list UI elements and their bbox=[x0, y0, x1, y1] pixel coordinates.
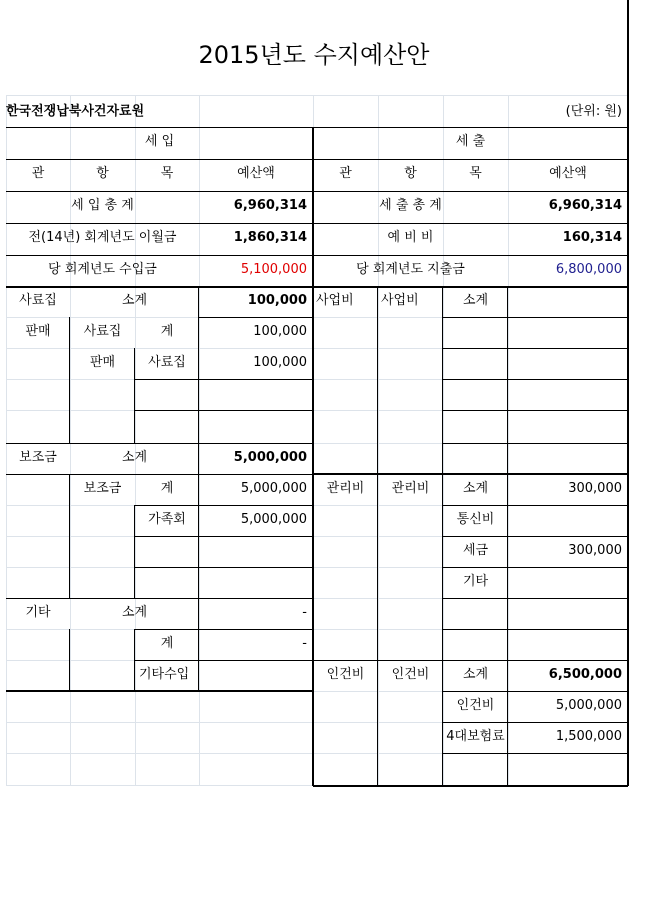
expense-header: 세 출 bbox=[455, 134, 486, 149]
reserve-label: 예 비 비 bbox=[387, 230, 434, 245]
unit-label: (단위: 원) bbox=[565, 104, 622, 119]
border-h bbox=[6, 690, 313, 692]
expense-labor-subtotal: 6,500,000 bbox=[548, 667, 622, 682]
expense-mgmt-comm: 통신비 bbox=[456, 512, 495, 527]
income-bojo-mok-amount: 5,000,000 bbox=[240, 512, 307, 527]
income-etc-mok: 기타수입 bbox=[139, 667, 190, 682]
border-h bbox=[443, 598, 628, 599]
reserve-value: 160,314 bbox=[562, 230, 622, 245]
income-total-value: 6,960,314 bbox=[233, 198, 307, 213]
border-v bbox=[377, 286, 378, 786]
border-h bbox=[135, 410, 313, 411]
income-mok-header: 목 bbox=[160, 166, 174, 181]
border-h bbox=[135, 536, 313, 537]
expense-hang-header: 항 bbox=[404, 166, 417, 181]
expense-biz-gwan: 사업비 bbox=[316, 293, 354, 308]
page-title: 2015년도 수지예산안 bbox=[198, 41, 430, 69]
income-total-label: 세 입 총 계 bbox=[71, 198, 134, 213]
expense-mgmt-hang: 관리비 bbox=[391, 481, 430, 496]
expense-amount-header: 예산액 bbox=[549, 166, 587, 181]
income-saryo-gwan: 사료집 bbox=[19, 293, 57, 308]
expense-biz-hang: 사업비 bbox=[381, 293, 419, 308]
income-bojo-gwan: 보조금 bbox=[19, 450, 57, 465]
current-income-value: 5,100,000 bbox=[240, 262, 307, 277]
income-etc-gye-label: 계 bbox=[160, 636, 174, 651]
expense-total-label: 세 출 총 계 bbox=[379, 198, 442, 213]
border-h bbox=[443, 629, 628, 630]
expense-labor-mok-amount: 5,000,000 bbox=[555, 698, 622, 713]
expense-mgmt-subtotal-label: 소계 bbox=[462, 481, 489, 496]
carryover-label: 전(14년) 회계년도 이월금 bbox=[28, 230, 177, 245]
border-h bbox=[443, 348, 628, 349]
expense-mgmt-etc: 기타 bbox=[462, 574, 489, 589]
income-etc-subtotal: - bbox=[302, 605, 307, 620]
income-amount-header: 예산액 bbox=[237, 166, 275, 181]
income-saryo-mok: 사료집 bbox=[148, 355, 186, 370]
expense-mgmt-tax-amount: 300,000 bbox=[568, 543, 622, 558]
expense-mgmt-tax: 세금 bbox=[462, 543, 489, 558]
income-saryo-gye-label: 계 bbox=[160, 324, 174, 339]
border-h bbox=[135, 379, 313, 380]
border-h bbox=[443, 317, 628, 318]
income-bojo-gye: 5,000,000 bbox=[240, 481, 307, 496]
border-h bbox=[313, 785, 628, 787]
income-saryo-subtotal: 100,000 bbox=[247, 293, 307, 308]
income-bojo-gye-label: 계 bbox=[160, 481, 174, 496]
expense-mgmt-subtotal: 300,000 bbox=[568, 481, 622, 496]
border-h bbox=[443, 410, 628, 411]
expense-gwan-header: 관 bbox=[339, 166, 352, 181]
expense-insurance-mok: 4대보험료 bbox=[446, 729, 505, 744]
border-h bbox=[443, 753, 628, 754]
expense-labor-gwan: 인건비 bbox=[326, 667, 365, 682]
expense-biz-subtotal-label: 소계 bbox=[462, 293, 489, 308]
expense-labor-subtotal-label: 소계 bbox=[462, 667, 489, 682]
income-saryo-mok-amount: 100,000 bbox=[253, 355, 307, 370]
income-saryo-hang: 사료집 bbox=[83, 324, 122, 339]
income-bojo-hang: 보조금 bbox=[83, 481, 122, 496]
income-saryo-sales-gwan: 판매 bbox=[25, 324, 51, 339]
carryover-value: 1,860,314 bbox=[233, 230, 307, 245]
sheet-border-right bbox=[627, 0, 629, 786]
income-etc-subtotal-label: 소계 bbox=[121, 605, 148, 620]
income-bojo-mok: 가족회 bbox=[148, 512, 186, 527]
current-expense-label: 당 회계년도 지출금 bbox=[356, 262, 465, 277]
income-saryo-sales-hang: 판매 bbox=[89, 355, 116, 370]
income-gwan-header: 관 bbox=[31, 166, 45, 181]
income-saryo-subtotal-label: 소계 bbox=[121, 293, 148, 308]
expense-labor-mok: 인건비 bbox=[456, 698, 495, 713]
expense-total-value: 6,960,314 bbox=[548, 198, 622, 213]
income-bojo-subtotal: 5,000,000 bbox=[233, 450, 307, 465]
border-h bbox=[135, 567, 313, 568]
income-header: 세 입 bbox=[144, 134, 175, 149]
income-etc-gwan: 기타 bbox=[25, 605, 51, 620]
border-v bbox=[69, 629, 70, 691]
gridline-h bbox=[6, 95, 628, 96]
expense-insurance-amount: 1,500,000 bbox=[555, 729, 622, 744]
current-expense-value: 6,800,000 bbox=[555, 262, 622, 277]
income-saryo-gye: 100,000 bbox=[253, 324, 307, 339]
border-h bbox=[443, 443, 628, 444]
expense-mgmt-gwan: 관리비 bbox=[326, 481, 365, 496]
income-etc-gye: - bbox=[302, 636, 307, 651]
current-income-label: 당 회계년도 수입금 bbox=[48, 262, 157, 277]
expense-labor-hang: 인건비 bbox=[391, 667, 430, 682]
expense-mok-header: 목 bbox=[469, 166, 482, 181]
border-h bbox=[443, 379, 628, 380]
income-hang-header: 항 bbox=[96, 166, 109, 181]
organization-name: 한국전쟁납북사건자료원 bbox=[6, 104, 145, 119]
income-bojo-subtotal-label: 소계 bbox=[121, 450, 148, 465]
